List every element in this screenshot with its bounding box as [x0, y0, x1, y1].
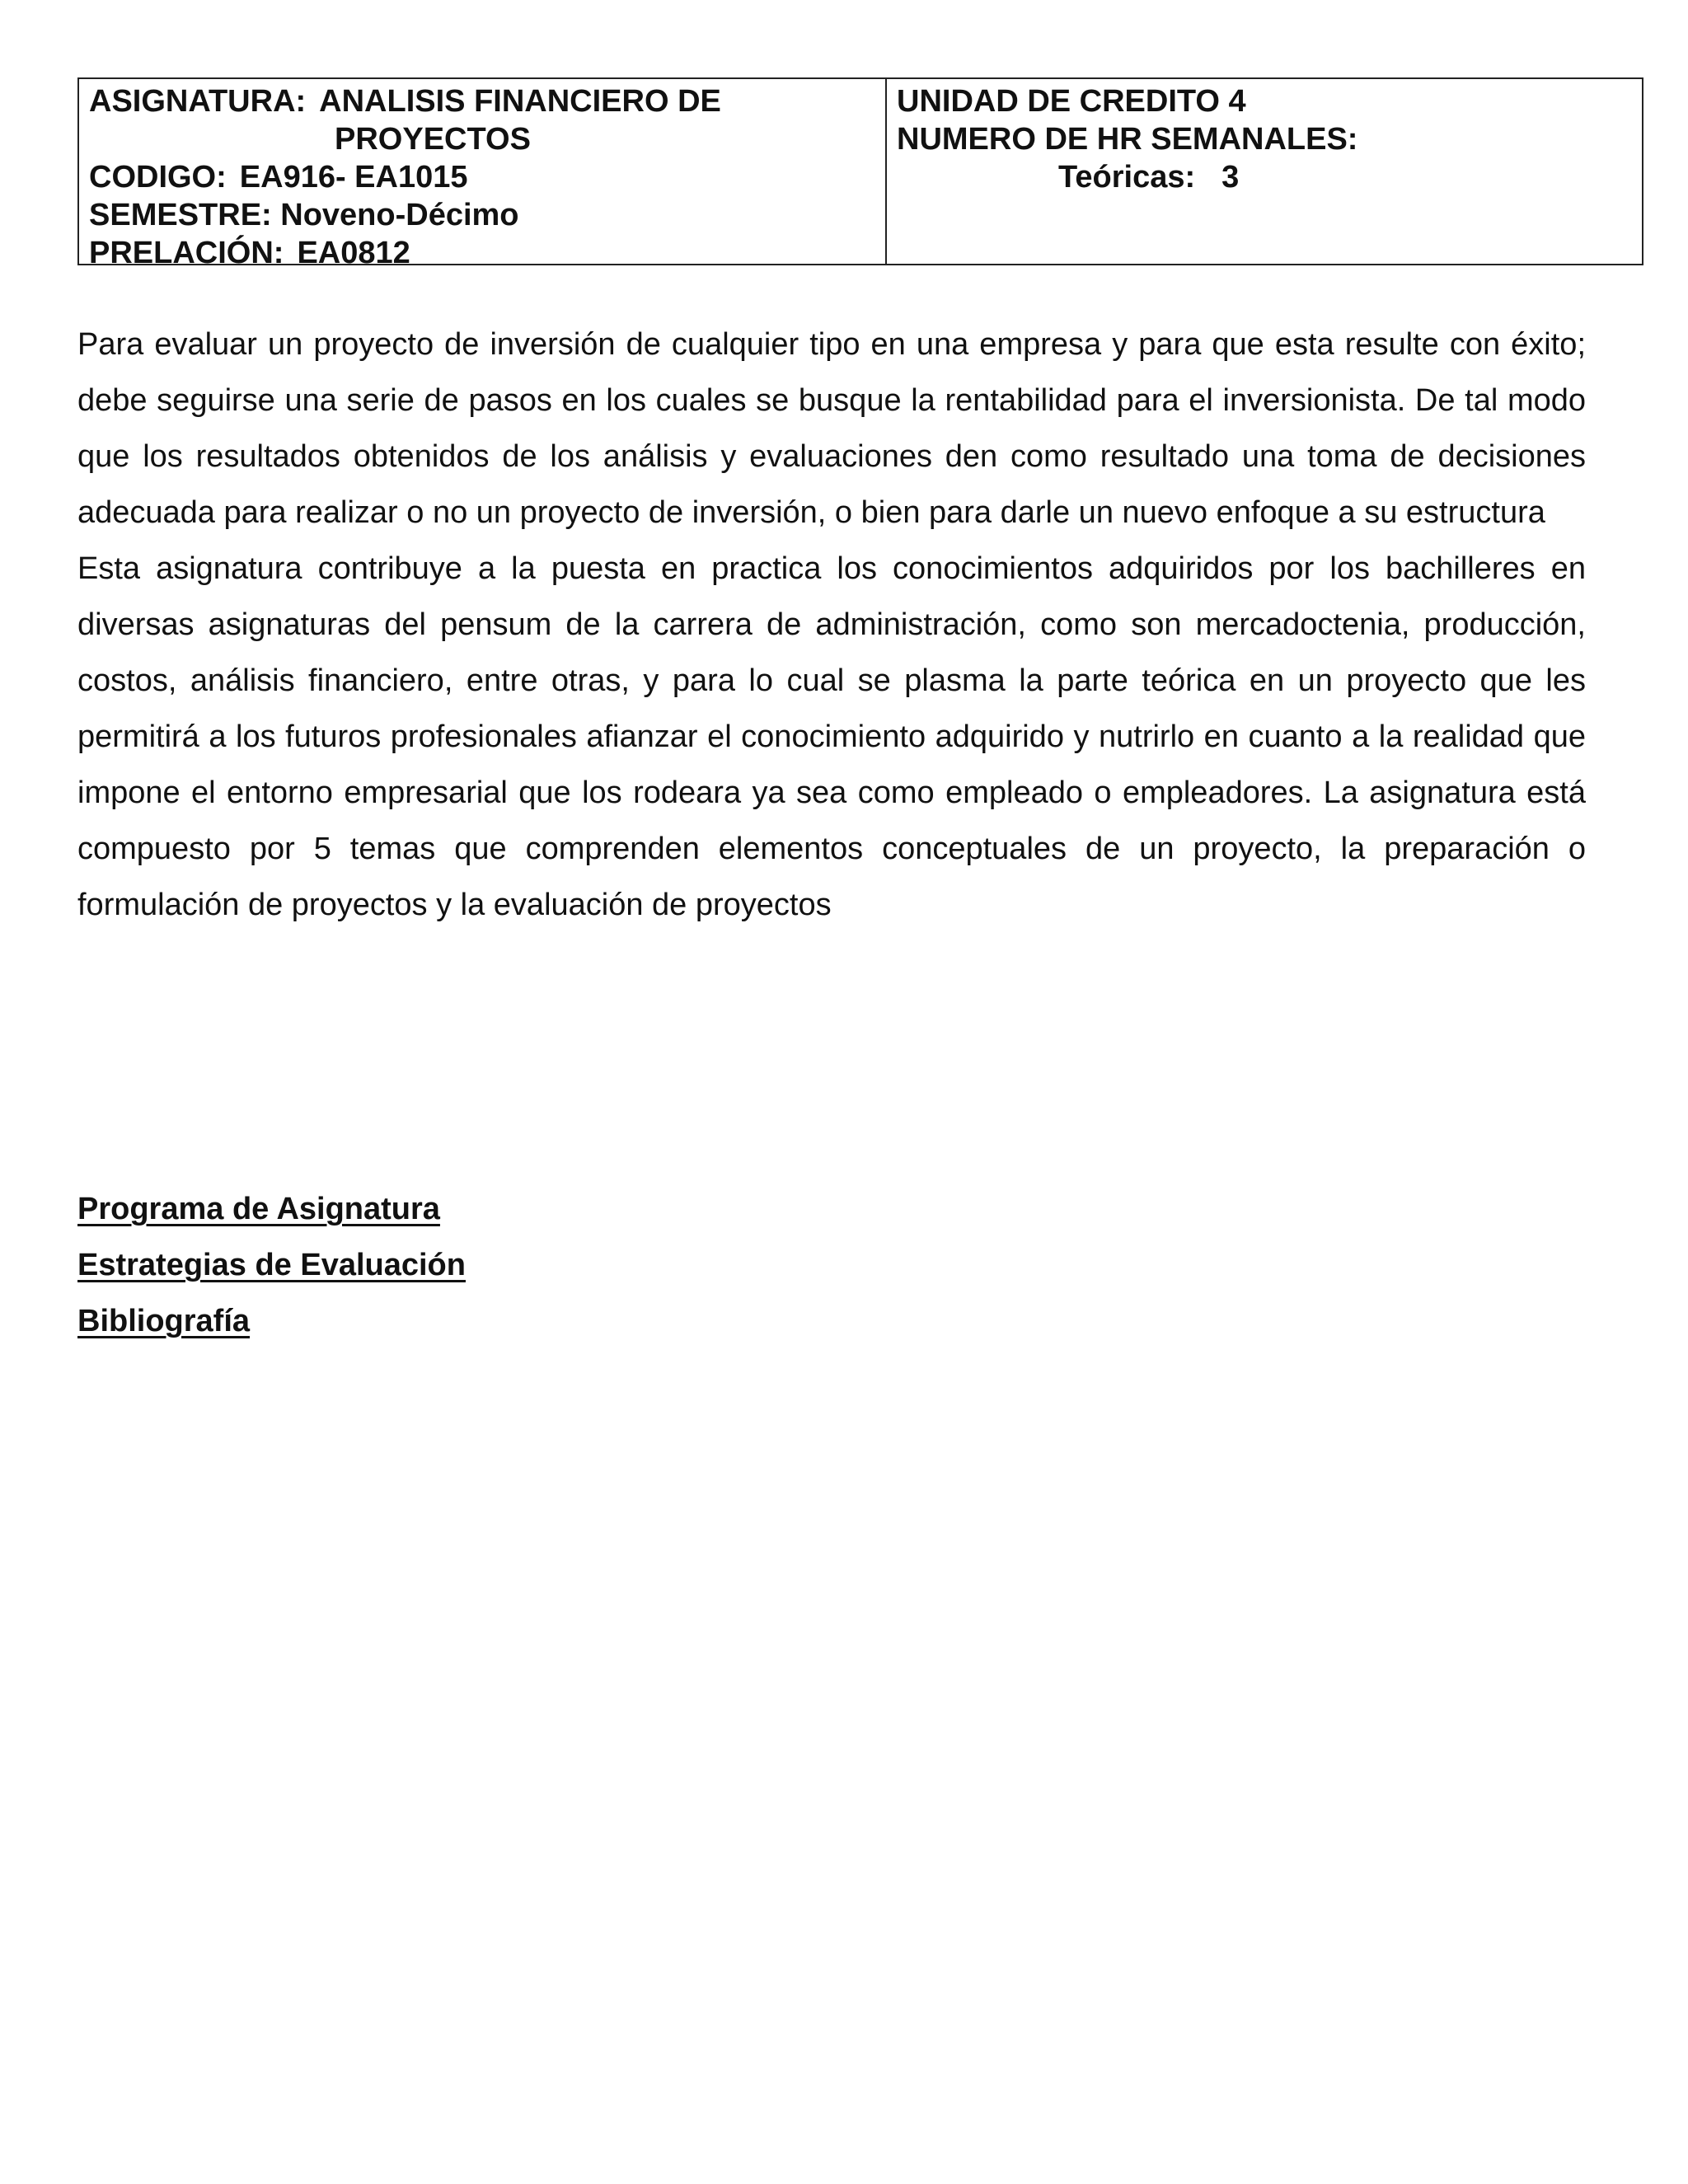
bibliografia-link[interactable]: Bibliografía	[77, 1304, 251, 1338]
asignatura-value-continued: PROYECTOS	[335, 122, 531, 157]
asignatura-row	[89, 82, 875, 120]
numero-hr-row: NUMERO DE HR SEMANALES:	[897, 122, 1358, 157]
codigo-value: EA916- EA1015	[239, 160, 468, 194]
unidad-credito-row: UNIDAD DE CREDITO 4	[897, 84, 1246, 119]
section-links	[77, 1181, 466, 1349]
asignatura-label: ASIGNATURA:	[89, 84, 307, 119]
teoricas-label: Teóricas:	[1058, 160, 1196, 194]
prelacion-row	[89, 234, 875, 272]
codigo-row	[89, 158, 875, 196]
teoricas-value: 3	[1221, 160, 1240, 194]
asignatura-value: ANALISIS FINANCIERO DE	[319, 84, 721, 119]
prelacion-label: PRELACIÓN:	[89, 236, 284, 270]
semestre-row: SEMESTRE: Noveno-Décimo	[89, 198, 519, 232]
course-info-table	[77, 77, 1643, 270]
course-info-left-cell	[79, 79, 887, 270]
programa-link[interactable]: Programa de Asignatura	[77, 1192, 440, 1226]
description-paragraph-1: Para evaluar un proyecto de inversión de cualquier tipo en una empresa y para que esta resulte con éxito; debe seguirse una serie de pasos en los cuales se busque la rentabilidad para el inversionista. De tal modo que los resultados obtenidos de los análisis y evaluaciones den como resultado una toma de decisiones adecuada para realizar o no un proyecto de inversión, o bien para darle un nuevo enfoque a su estructura	[77, 327, 1586, 530]
description-paragraph-2: Esta asignatura contribuye a la puesta en practica los conocimientos adquiridos por los bachilleres en diversas asignaturas del pensum de la carrera de administración, como son mercadoctenia, producción, costos, análisis financiero, entre otras, y para lo cual se plasma la parte teórica en un proyecto que les permitirá a los futuros profesionales afianzar el conocimiento adquirido y nutrirlo en cuanto a la realidad que impone el entorno empresarial que los rodeara ya sea como empleado o empleadores. La asignatura está compuesto por 5 temas que comprenden elementos conceptuales de un proyecto, la preparación o formulación de proyectos y la evaluación de proyectos	[77, 551, 1586, 922]
teoricas-row	[897, 158, 1632, 196]
prelacion-value: EA0812	[297, 236, 410, 270]
course-info-right-cell	[887, 79, 1642, 264]
course-description	[77, 316, 1586, 933]
estrategias-link[interactable]: Estrategias de Evaluación	[77, 1248, 466, 1282]
codigo-label: CODIGO:	[89, 160, 227, 194]
